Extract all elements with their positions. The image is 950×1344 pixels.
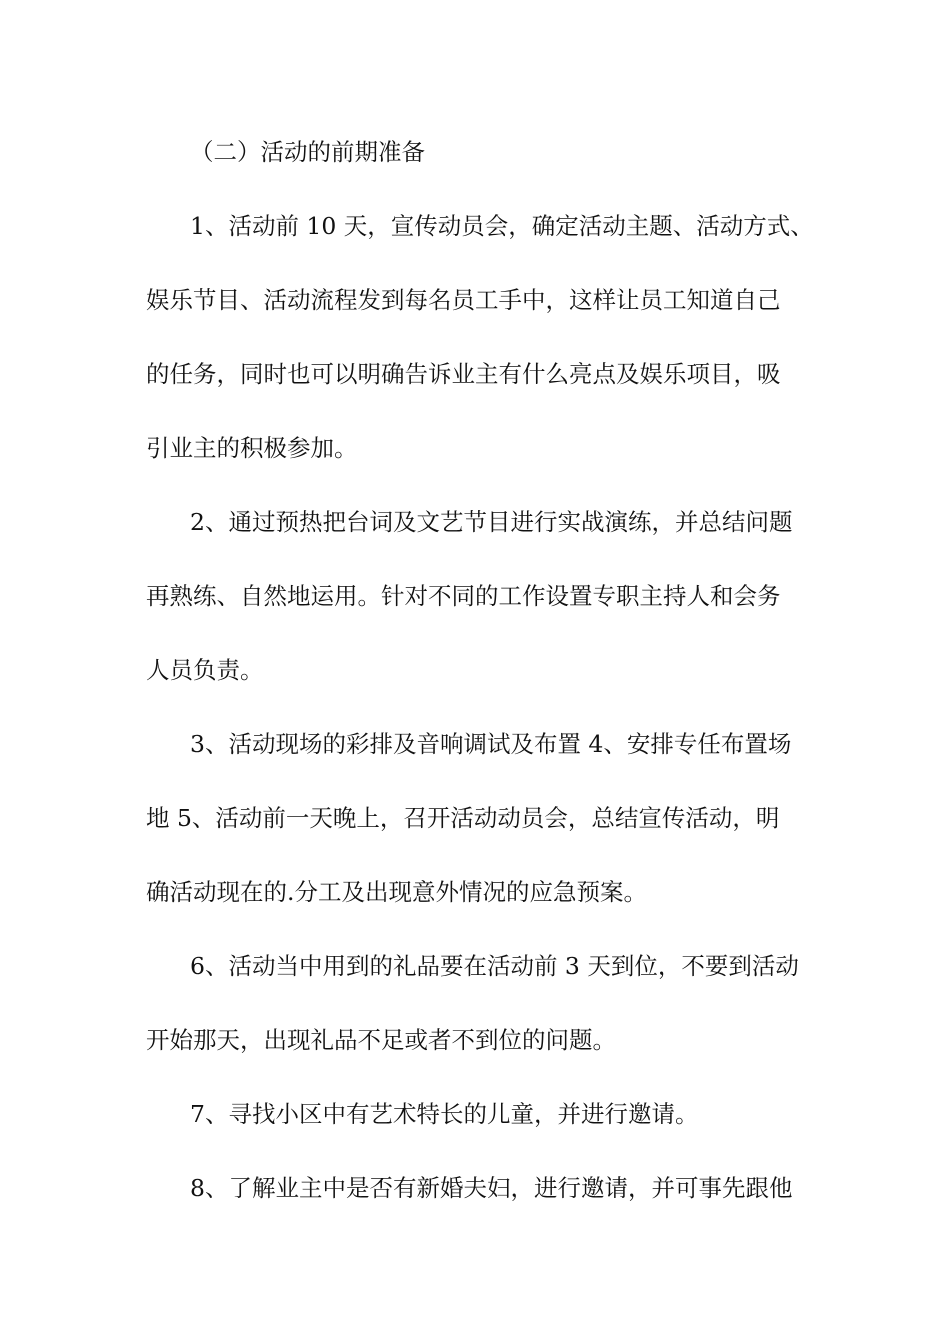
paragraph-6-line-1: 8、了解业主中是否有新婚夫妇，进行邀请，并可事先跟他 <box>190 1174 793 1202</box>
paragraph-2-line-3: 人员负责。 <box>146 656 264 684</box>
paragraph-1-line-2: 娱乐节目、活动流程发到每名员工手中，这样让员工知道自己 <box>146 286 781 314</box>
paragraph-3-line-1: 3、活动现场的彩排及音响调试及布置 4、安排专任布置场 <box>190 730 792 758</box>
paragraph-3-line-2: 地 5、活动前一天晚上，召开活动动员会，总结宣传活动，明 <box>146 804 780 832</box>
paragraph-3-line-3: 确活动现在的.分工及出现意外情况的应急预案。 <box>146 878 647 906</box>
paragraph-4-line-1: 6、活动当中用到的礼品要在活动前 3 天到位，不要到活动 <box>190 952 799 980</box>
section-heading: （二）活动的前期准备 <box>190 138 425 166</box>
paragraph-1-line-4: 引业主的积极参加。 <box>146 434 358 462</box>
paragraph-4-line-2: 开始那天，出现礼品不足或者不到位的问题。 <box>146 1026 616 1054</box>
paragraph-1-line-1: 1、活动前 10 天，宣传动员会，确定活动主题、活动方式、 <box>190 212 814 240</box>
paragraph-5-line-1: 7、寻找小区中有艺术特长的儿童，并进行邀请。 <box>190 1100 699 1128</box>
paragraph-2-line-2: 再熟练、自然地运用。针对不同的工作设置专职主持人和会务 <box>146 582 781 610</box>
paragraph-2-line-1: 2、通过预热把台词及文艺节目进行实战演练，并总结问题 <box>190 508 793 536</box>
paragraph-1-line-3: 的任务，同时也可以明确告诉业主有什么亮点及娱乐项目，吸 <box>146 360 781 388</box>
